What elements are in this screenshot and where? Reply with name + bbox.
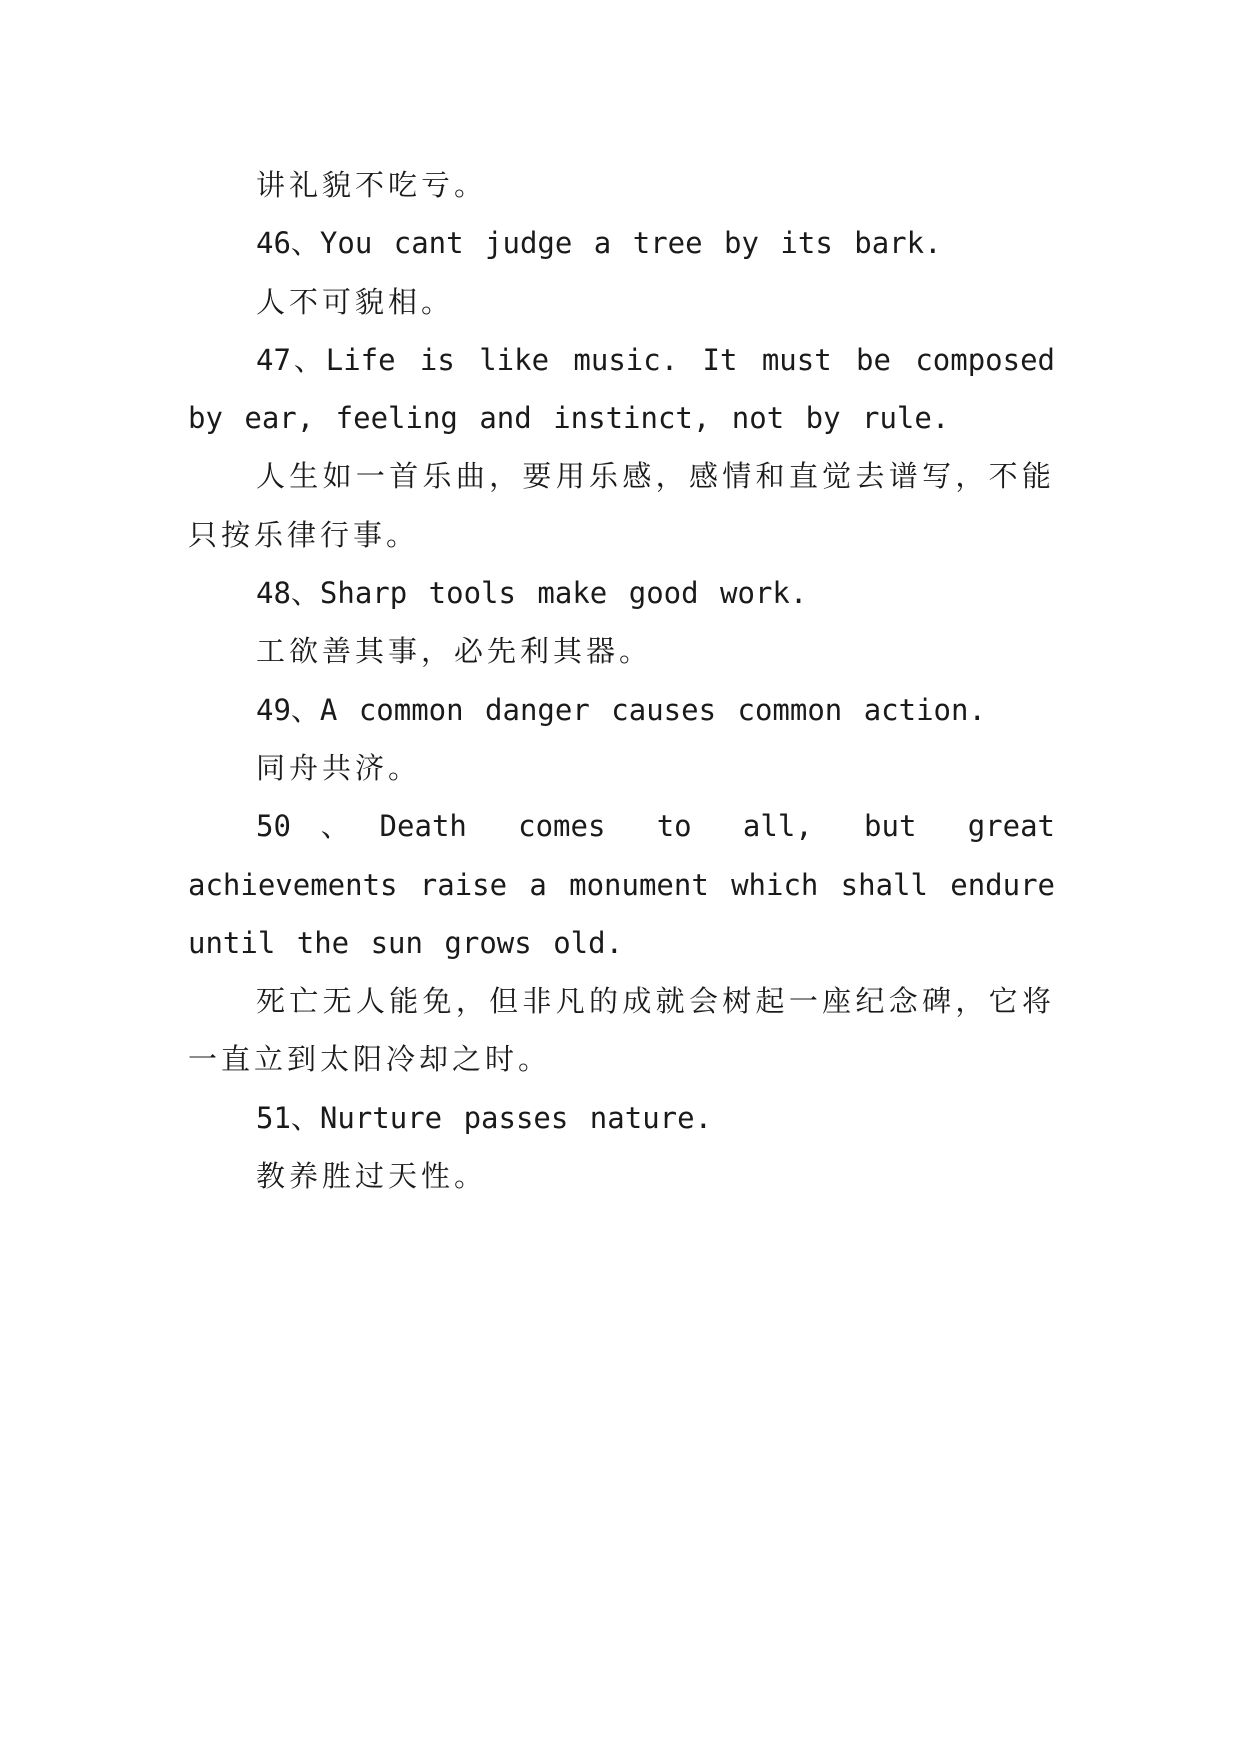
paragraph-translation: 人不可貌相。 xyxy=(256,284,455,319)
paragraph-proverb-46: 46、You cant judge a tree by its bark. xyxy=(256,226,942,261)
document-body xyxy=(188,156,1055,1205)
paragraph-proverb-48: 48、Sharp tools make good work. xyxy=(256,576,808,611)
paragraph-translation: 教养胜过天性。 xyxy=(256,1159,488,1194)
paragraph-translation: 死亡无人能免，但非凡的成就会树起一座纪念碑，它将一直立到太阳冷却之时。 xyxy=(188,984,1055,1077)
paragraph-proverb-51: 51、Nurture passes nature. xyxy=(256,1100,713,1135)
paragraph-proverb-49: 49、A common danger causes common action. xyxy=(256,692,986,727)
paragraph-proverb-47: 47、Life is like music. It must be composed by ear, feeling and instinct, not by rule. xyxy=(188,342,1055,436)
paragraph-translation: 工欲善其事，必先利其器。 xyxy=(256,634,653,669)
paragraph-proverb-50: 50、Death comes to all, but great achievements raise a monument which shall endure until the sun grows old. xyxy=(188,809,1055,960)
paragraph-translation: 人生如一首乐曲，要用乐感，感情和直觉去谱写，不能只按乐律行事。 xyxy=(188,459,1055,552)
paragraph-translation: 同舟共济。 xyxy=(256,750,422,785)
paragraph-translation: 讲礼貌不吃亏。 xyxy=(256,168,488,202)
